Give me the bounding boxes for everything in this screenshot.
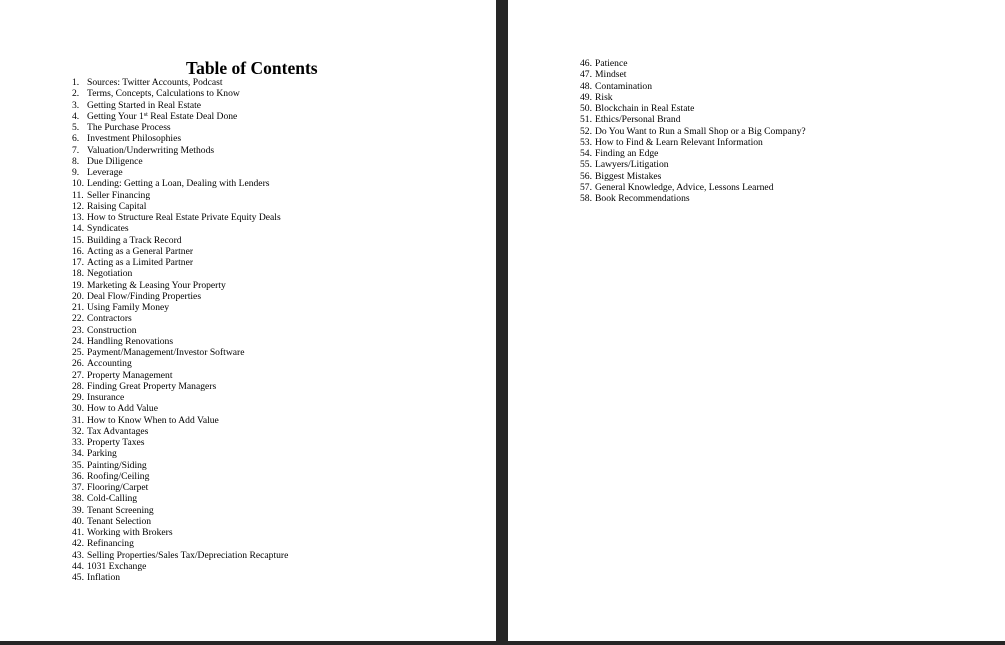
toc-entry bbox=[72, 246, 288, 257]
toc-entry bbox=[72, 550, 288, 561]
toc-entry bbox=[72, 437, 288, 448]
toc-entry-number: 15. bbox=[72, 234, 84, 246]
toc-entry-number: 28. bbox=[72, 380, 84, 392]
toc-entry-number: 43. bbox=[72, 549, 84, 561]
toc-entry bbox=[72, 291, 288, 302]
toc-entry-number: 53. bbox=[580, 136, 592, 148]
toc-entry-label bbox=[87, 111, 237, 122]
toc-entry bbox=[72, 516, 288, 527]
toc-entry-label: Terms, Concepts, Calculations to Know bbox=[87, 88, 240, 100]
toc-entry bbox=[72, 415, 288, 426]
toc-entry-number: 33. bbox=[72, 437, 84, 448]
toc-entry bbox=[72, 572, 288, 583]
toc-entry bbox=[72, 212, 288, 223]
toc-entry-label: Blockchain in Real Estate bbox=[595, 103, 695, 114]
toc-entry-label: Insurance bbox=[87, 392, 125, 403]
toc-entry bbox=[72, 358, 288, 369]
toc-entry-label: Handling Renovations bbox=[87, 335, 174, 347]
page-gutter bbox=[496, 0, 508, 645]
toc-entry bbox=[72, 448, 288, 459]
toc-entry-number: 14. bbox=[72, 223, 84, 235]
toc-entry bbox=[72, 347, 288, 358]
toc-entry bbox=[72, 325, 288, 336]
toc-entry-label: Do You Want to Run a Small Shop or a Big Company? bbox=[595, 125, 806, 137]
toc-entry bbox=[72, 178, 288, 189]
toc-entry-label: Due Diligence bbox=[87, 155, 143, 167]
toc-entry-label: Lending: Getting a Loan, Dealing with Lenders bbox=[87, 178, 270, 190]
toc-entry bbox=[72, 122, 288, 133]
toc-entry bbox=[72, 381, 288, 392]
toc-entry bbox=[580, 159, 806, 170]
toc-entry-label: Selling Properties/Sales Tax/Depreciation Recapture bbox=[87, 549, 289, 561]
toc-entry-number: 22. bbox=[72, 313, 84, 325]
toc-entry-number: 49. bbox=[580, 91, 592, 103]
toc-entry-label: Construction bbox=[87, 324, 137, 336]
toc-entry-number: 4. bbox=[72, 110, 80, 122]
toc-entry bbox=[72, 100, 288, 111]
toc-entry-label: Flooring/Carpet bbox=[87, 482, 149, 493]
toc-entry-number: 21. bbox=[72, 302, 84, 313]
toc-entry bbox=[580, 182, 806, 193]
toc-entry-label: Painting/Siding bbox=[87, 459, 147, 471]
toc-entry-label: Accounting bbox=[87, 358, 132, 370]
toc-entry-label: Acting as a Limited Partner bbox=[87, 257, 194, 268]
toc-entry-number: 32. bbox=[72, 425, 84, 437]
toc-entry bbox=[72, 505, 288, 516]
toc-entry-label-part: Real Estate Deal Done bbox=[147, 110, 238, 122]
toc-entry bbox=[72, 403, 288, 414]
toc-entry-label: Roofing/Ceiling bbox=[87, 470, 150, 482]
toc-entry-label: Seller Financing bbox=[87, 189, 151, 201]
toc-entry-number: 20. bbox=[72, 290, 84, 302]
toc-entry-number: 10. bbox=[72, 178, 84, 190]
toc-entry-label: Parking bbox=[87, 448, 117, 460]
toc-entry-number: 36. bbox=[72, 470, 84, 482]
toc-entry bbox=[580, 126, 806, 137]
toc-entry bbox=[72, 88, 288, 99]
toc-entry-label: Contractors bbox=[87, 313, 132, 325]
toc-entry-label: Cold-Calling bbox=[87, 493, 138, 505]
toc-entry-label: Tenant Selection bbox=[87, 515, 152, 527]
toc-entry-number: 38. bbox=[72, 493, 84, 505]
toc-entry-number: 5. bbox=[72, 122, 80, 133]
toc-list-left bbox=[72, 77, 288, 583]
toc-entry-label: Working with Brokers bbox=[87, 527, 173, 538]
toc-entry bbox=[72, 133, 288, 144]
toc-entry-label: Contamination bbox=[595, 80, 653, 92]
toc-entry-label: How to Find & Learn Relevant Information bbox=[595, 136, 763, 148]
toc-entry bbox=[580, 58, 806, 69]
toc-entry-number: 18. bbox=[72, 268, 84, 280]
toc-entry bbox=[72, 493, 288, 504]
toc-entry-number: 30. bbox=[72, 403, 84, 415]
toc-entry-number: 11. bbox=[72, 189, 84, 201]
toc-entry bbox=[72, 280, 288, 291]
toc-entry bbox=[72, 460, 288, 471]
toc-entry bbox=[72, 201, 288, 212]
toc-entry bbox=[580, 114, 806, 125]
toc-entry-number: 46. bbox=[580, 58, 592, 69]
toc-entry-label: Investment Philosophies bbox=[87, 133, 182, 145]
toc-entry-label: Acting as a General Partner bbox=[87, 245, 194, 257]
toc-entry-number: 47. bbox=[580, 69, 592, 81]
toc-entry bbox=[72, 482, 288, 493]
toc-entry bbox=[580, 137, 806, 148]
toc-entry bbox=[72, 313, 288, 324]
toc-entry-label: Property Taxes bbox=[87, 437, 145, 448]
toc-entry-label: How to Know When to Add Value bbox=[87, 414, 219, 426]
toc-entry-number: 58. bbox=[580, 193, 592, 204]
toc-entry bbox=[72, 257, 288, 268]
toc-entry bbox=[72, 156, 288, 167]
toc-entry-label: Biggest Mistakes bbox=[595, 170, 662, 182]
toc-entry-label: Raising Capital bbox=[87, 200, 147, 212]
toc-entry-label: Inflation bbox=[87, 572, 121, 583]
toc-entry-number: 34. bbox=[72, 448, 84, 460]
toc-entry-number: 37. bbox=[72, 482, 84, 493]
toc-entry-label: Marketing & Leasing Your Property bbox=[87, 279, 226, 291]
toc-entry bbox=[72, 302, 288, 313]
toc-entry bbox=[72, 336, 288, 347]
toc-entry-label: Book Recommendations bbox=[595, 193, 690, 204]
toc-entry bbox=[72, 561, 288, 572]
toc-entry-label: Property Management bbox=[87, 369, 173, 381]
toc-entry-number: 25. bbox=[72, 347, 84, 358]
toc-entry-label: 1031 Exchange bbox=[87, 560, 147, 572]
toc-entry-label: Finding an Edge bbox=[595, 148, 659, 159]
toc-entry bbox=[72, 268, 288, 279]
toc-entry bbox=[72, 527, 288, 538]
toc-entry-label: Deal Flow/Finding Properties bbox=[87, 290, 202, 302]
toc-entry-number: 39. bbox=[72, 504, 84, 516]
toc-entry-number: 56. bbox=[580, 170, 592, 182]
toc-entry bbox=[72, 471, 288, 482]
toc-entry-label: Building a Track Record bbox=[87, 234, 182, 246]
toc-entry-number: 13. bbox=[72, 212, 84, 223]
toc-entry bbox=[580, 103, 806, 114]
toc-entry-number: 31. bbox=[72, 414, 84, 426]
toc-entry-label: Leverage bbox=[87, 167, 123, 178]
toc-entry-label: General Knowledge, Advice, Lessons Learned bbox=[595, 181, 774, 193]
toc-entry-number: 44. bbox=[72, 560, 84, 572]
toc-entry-label: Using Family Money bbox=[87, 302, 170, 313]
toc-entry bbox=[72, 235, 288, 246]
toc-entry-number: 51. bbox=[580, 114, 592, 126]
toc-entry bbox=[72, 167, 288, 178]
toc-entry-number: 17. bbox=[72, 257, 84, 268]
toc-entry bbox=[580, 69, 806, 80]
toc-entry-label: The Purchase Process bbox=[87, 122, 171, 133]
toc-entry-number: 40. bbox=[72, 515, 84, 527]
toc-entry-label: Tax Advantages bbox=[87, 425, 149, 437]
toc-entry-label: Risk bbox=[595, 91, 613, 103]
toc-entry-number: 45. bbox=[72, 572, 84, 583]
toc-entry-label: Tenant Screening bbox=[87, 504, 154, 516]
toc-entry-label: Syndicates bbox=[87, 223, 129, 235]
page-left bbox=[0, 0, 496, 641]
toc-entry-number: 16. bbox=[72, 245, 84, 257]
toc-entry-label: Finding Great Property Managers bbox=[87, 380, 217, 392]
toc-entry-number: 12. bbox=[72, 200, 84, 212]
toc-entry bbox=[580, 193, 806, 204]
toc-entry bbox=[72, 190, 288, 201]
toc-entry-number: 3. bbox=[72, 99, 80, 111]
toc-entry bbox=[580, 148, 806, 159]
toc-entry bbox=[580, 81, 806, 92]
toc-entry-label: Payment/Management/Investor Software bbox=[87, 347, 245, 358]
toc-entry-label: How to Add Value bbox=[87, 403, 158, 415]
toc-entry-number: 48. bbox=[580, 80, 592, 92]
toc-entry-label: Negotiation bbox=[87, 268, 133, 280]
page-right bbox=[508, 0, 1005, 641]
toc-entry-number: 7. bbox=[72, 144, 80, 156]
toc-entry bbox=[72, 223, 288, 234]
toc-entry-label-superscript: st bbox=[143, 111, 148, 118]
toc-entry bbox=[72, 538, 288, 549]
toc-entry-number: 27. bbox=[72, 369, 84, 381]
toc-entry-label: Valuation/Underwriting Methods bbox=[87, 144, 215, 156]
toc-entry-number: 55. bbox=[580, 159, 592, 171]
toc-entry-number: 6. bbox=[72, 133, 80, 145]
toc-entry bbox=[72, 426, 288, 437]
toc-entry bbox=[72, 145, 288, 156]
toc-entry-number: 57. bbox=[580, 181, 592, 193]
toc-entry-number: 19. bbox=[72, 279, 84, 291]
toc-entry-label: Ethics/Personal Brand bbox=[595, 114, 681, 126]
toc-entry bbox=[580, 171, 806, 182]
toc-entry-number: 23. bbox=[72, 324, 84, 336]
viewer-bottom-edge bbox=[0, 641, 1005, 645]
toc-entry-number: 1. bbox=[72, 77, 80, 88]
toc-entry-label: How to Structure Real Estate Private Equity Deals bbox=[87, 212, 281, 223]
toc-entry bbox=[72, 392, 288, 403]
toc-entry-label: Lawyers/Litigation bbox=[595, 159, 669, 171]
toc-entry-number: 41. bbox=[72, 527, 84, 538]
toc-entry-number: 35. bbox=[72, 459, 84, 471]
toc-entry-number: 52. bbox=[580, 125, 592, 137]
toc-entry-number: 9. bbox=[72, 167, 80, 178]
toc-entry-number: 29. bbox=[72, 392, 84, 403]
toc-list-right bbox=[580, 58, 806, 204]
toc-entry-number: 50. bbox=[580, 103, 592, 114]
toc-entry-label: Mindset bbox=[595, 69, 627, 81]
toc-entry bbox=[580, 92, 806, 103]
toc-entry-label: Patience bbox=[595, 58, 628, 69]
toc-entry-number: 54. bbox=[580, 148, 592, 159]
toc-entry-label: Sources: Twitter Accounts, Podcast bbox=[87, 77, 223, 88]
toc-entry-number: 8. bbox=[72, 155, 80, 167]
toc-entry-number: 26. bbox=[72, 358, 84, 370]
toc-entry bbox=[72, 370, 288, 381]
toc-title: Table of Contents bbox=[186, 58, 318, 78]
toc-entry-label: Getting Started in Real Estate bbox=[87, 99, 202, 111]
toc-entry bbox=[72, 111, 288, 122]
toc-entry-number: 42. bbox=[72, 538, 84, 550]
toc-entry-label: Refinancing bbox=[87, 538, 134, 550]
toc-entry-label-part: Getting Your 1 bbox=[87, 110, 144, 122]
toc-entry-number: 24. bbox=[72, 335, 84, 347]
toc-entry bbox=[72, 77, 288, 88]
toc-entry-number: 2. bbox=[72, 88, 80, 100]
